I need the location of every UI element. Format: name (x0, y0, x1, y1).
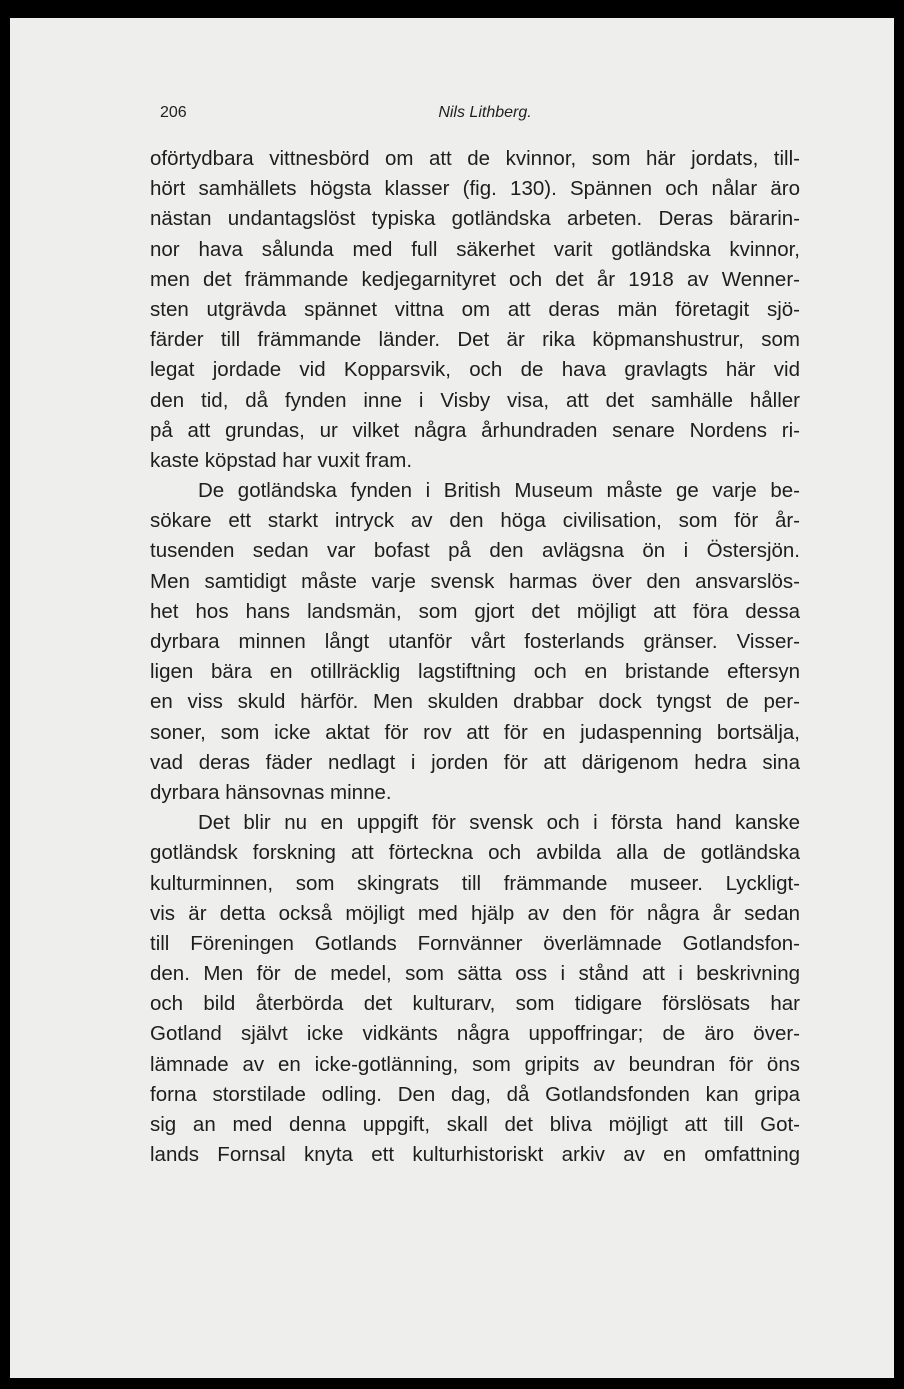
text-line: oförtydbara vittnesbörd om att de kvinnor, som här jordats, till- (150, 147, 800, 170)
text-line: nor hava sålunda med full säkerhet varit gotländska kvinnor, (150, 237, 800, 261)
text-line: den. Men för de medel, som sätta oss i stånd att i beskrivning (150, 962, 800, 986)
page-header (160, 104, 810, 134)
text-line: lands Fornsal knyta ett kulturhistoriskt arkiv av en omfattning (150, 1143, 800, 1167)
text-line: Det blir nu en uppgift för svensk och i första hand kanske (198, 811, 800, 835)
page-number: 206 (160, 104, 187, 121)
text-line: dyrbara minnen långt utanför vårt fosterlands gränser. Visser- (150, 630, 800, 653)
text-line: forna storstilade odling. Den dag, då Gotlandsfonden kan gripa (150, 1082, 800, 1106)
text-line: vis är detta också möjligt med hjälp av den för några år sedan (150, 901, 800, 925)
text-line: Gotland självt icke vidkänts några uppoffringar; de äro över- (150, 1022, 800, 1046)
text-line: ligen bära en otillräcklig lagstiftning och en bristande eftersyn (150, 660, 800, 684)
text-line: kulturminnen, som skingrats till främmande museer. Lyckligt- (150, 871, 800, 895)
text-line: soner, som icke aktat för rov att för en judaspenning bortsälja, (150, 720, 800, 744)
text-line: en viss skuld härför. Men skulden drabbar dock tyngst de per- (150, 690, 800, 714)
text-line: het hos hans landsmän, som gjort det möjligt att föra dessa (150, 599, 800, 623)
text-line: nästan undantagslöst typiska gotländska arbeten. Deras bärarin- (150, 207, 800, 231)
text-line: på att grundas, ur vilket några århundraden senare Nordens ri- (150, 418, 800, 442)
text-line: Men samtidigt måste varje svensk harmas över den ansvarslös- (150, 569, 800, 593)
text-line: den tid, då fynden inne i Visby visa, att det samhälle håller (150, 388, 800, 412)
running-head: Nils Lithberg. (438, 104, 532, 121)
text-line: legat jordade vid Kopparsvik, och de hava gravlagts här vid (150, 358, 800, 382)
text-line: hört samhällets högsta klasser (fig. 130). Spännen och nålar äro (150, 177, 800, 201)
book-page (10, 18, 894, 1378)
text-line: tusenden sedan var bofast på den avlägsna ön i Östersjön. (150, 539, 800, 563)
text-line: vad deras fäder nedlagt i jorden för att därigenom hedra sina (150, 750, 800, 774)
text-line: sten utgrävda spännet vittna om att deras män företagit sjö- (150, 297, 800, 321)
text-line: gotländsk forskning att förteckna och avbilda alla de gotländska (150, 841, 800, 865)
text-line: De gotländska fynden i British Museum måste ge varje be- (198, 479, 800, 503)
text-line: men det främmande kedjegarnityret och det år 1918 av Wenner- (150, 267, 800, 291)
body-text (150, 144, 800, 1170)
text-line: kaste köpstad har vuxit fram. (150, 448, 413, 472)
text-line: färder till främmande länder. Det är rika köpmanshustrur, som (150, 328, 800, 352)
text-line: dyrbara hänsovnas minne. (150, 780, 392, 804)
text-line: lämnade av en icke-gotlänning, som gripits av beundran för öns (150, 1052, 800, 1076)
text-line: till Föreningen Gotlands Fornvänner överlämnade Gotlandsfon- (150, 931, 800, 955)
text-line: sökare ett starkt intryck av den höga civilisation, som för år- (150, 509, 800, 533)
text-line: och bild återbörda det kulturarv, som tidigare förslösats har (150, 992, 800, 1016)
text-line: sig an med denna uppgift, skall det bliva möjligt att till Got- (150, 1113, 800, 1136)
